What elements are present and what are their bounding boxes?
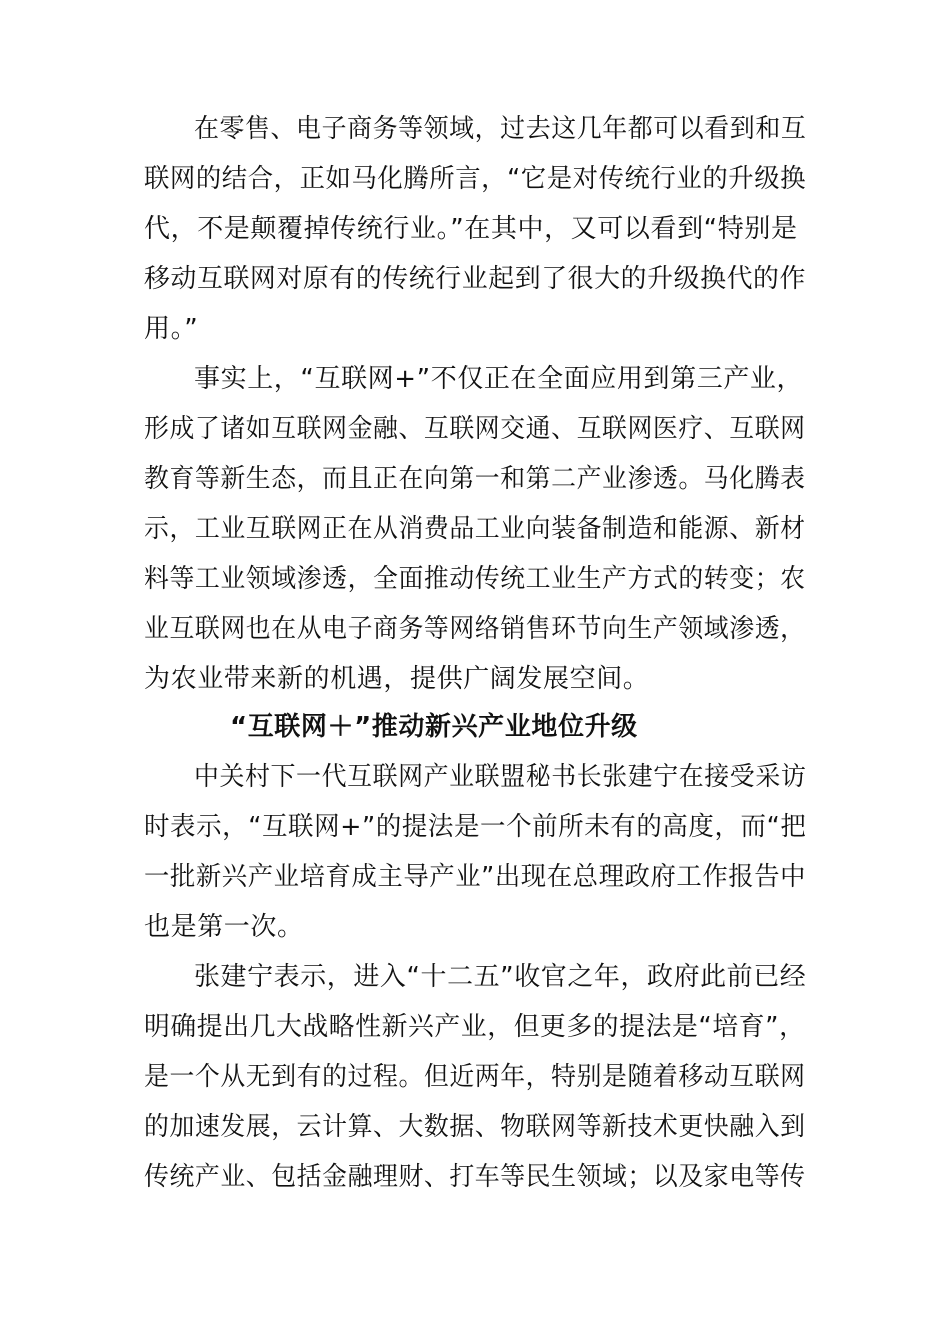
paragraph-2-line-6: 业互联网也在从电子商务等网络销售环节向生产领域渗透， (144, 614, 806, 644)
paragraph-2-line-5: 料等工业领域渗透，全面推动传统工业生产方式的转变；农 (144, 564, 806, 594)
paragraph-4-line-5: 传统产业、包括金融理财、打车等民生领域；以及家电等传 (144, 1162, 806, 1192)
paragraph-1-line-5: 用。” (144, 314, 199, 344)
paragraph-3-line-2: 时表示，“互联网+”的提法是一个前所未有的高度，而“把 (144, 812, 807, 842)
paragraph-4-line-2: 明确提出几大战略性新兴产业，但更多的提法是“培育”， (144, 1012, 806, 1042)
paragraph-4-line-3: 是一个从无到有的过程。但近两年，特别是随着移动互联网 (144, 1062, 806, 1092)
paragraph-2-line-3: 教育等新生态，而且正在向第一和第二产业渗透。马化腾表 (144, 464, 806, 494)
paragraph-1-line-2: 联网的结合，正如马化腾所言，“它是对传统行业的升级换 (144, 164, 807, 194)
paragraph-2-line-1: 事实上，“互联网+”不仅正在全面应用到第三产业， (194, 364, 804, 394)
paragraph-3-line-1: 中关村下一代互联网产业联盟秘书长张建宁在接受采访 (194, 762, 807, 792)
paragraph-2-line-7: 为农业带来新的机遇，提供广阔发展空间。 (144, 664, 650, 694)
paragraph-4-line-4: 的加速发展，云计算、大数据、物联网等新技术更快融入到 (144, 1112, 806, 1142)
paragraph-1-line-1: 在零售、电子商务等领域，过去这几年都可以看到和互 (194, 114, 807, 144)
section-heading: “互联网＋”推动新兴产业地位升级 (230, 712, 638, 742)
paragraph-1-line-3: 代，不是颠覆掉传统行业。”在其中，又可以看到“特别是 (144, 214, 798, 244)
paragraph-4-line-1: 张建宁表示，进入“十二五”收官之年，政府此前已经 (194, 962, 807, 992)
paragraph-2-line-2: 形成了诸如互联网金融、互联网交通、互联网医疗、互联网 (144, 414, 806, 444)
paragraph-3-line-4: 也是第一次。 (144, 912, 304, 942)
paragraph-2-line-4: 示，工业互联网正在从消费品工业向装备制造和能源、新材 (144, 514, 806, 544)
paragraph-1-line-4: 移动互联网对原有的传统行业起到了很大的升级换代的作 (144, 264, 807, 294)
paragraph-3-line-3: 一批新兴产业培育成主导产业”出现在总理政府工作报告中 (144, 862, 807, 892)
